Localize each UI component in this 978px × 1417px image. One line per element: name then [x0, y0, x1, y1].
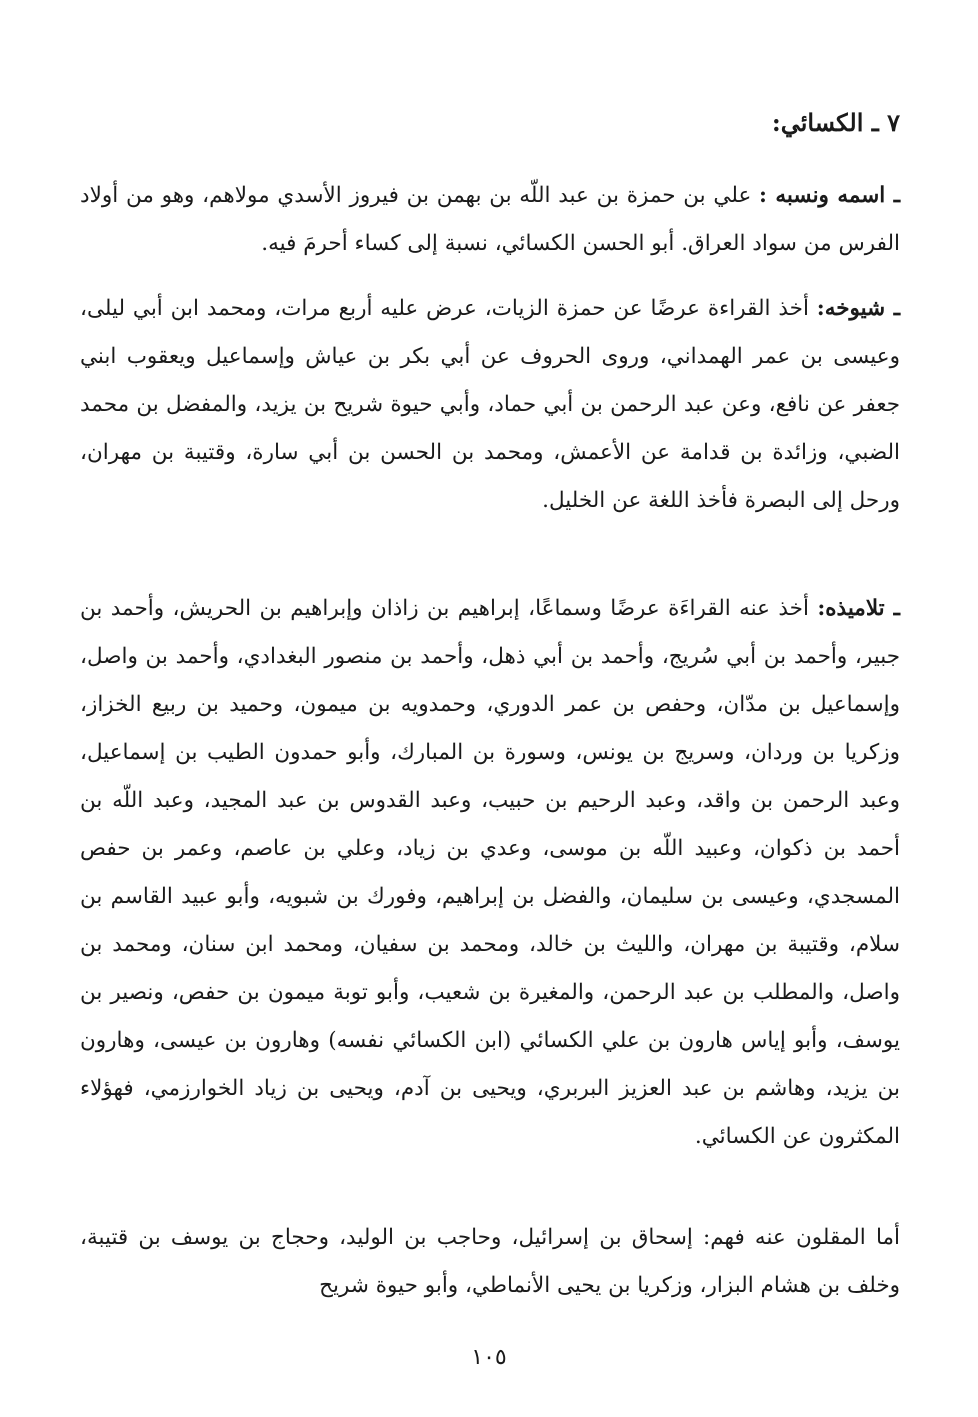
paragraph-lead-teachers: ـ شيوخه:	[816, 296, 900, 321]
paragraph-body-name: علي بن حمزة بن عبد اللّه بن بهمن بن فيروز الأسدي مولاهم، وهو من أولاد الفرس من سواد العراق. أبو الحسن الكسائي، نسبة إلى كساء أحرمَ فيه.	[80, 183, 900, 256]
paragraph-body-minor: أما المقلون عنه فهم: إسحاق بن إسرائيل، وحاجب بن الوليد، وحجاج بن يوسف بن قتيبة، وخلف بن هشام البزار، وزكريا بن يحيى الأنماطي، وأبو حيوة شريح	[80, 1225, 900, 1298]
paragraph-lead-students: ـ تلاميذه:	[817, 596, 900, 621]
paragraph-body-teachers: أخذ القراءة عرضًا عن حمزة الزيات، عرض عليه أربع مرات، ومحمد ابن أبي ليلى، وعيسى بن عمر الهمداني، وروى الحروف عن أبي بكر بن عياش وإسماعيل ويعقوب ابني جعفر عن نافع، وعن عبد الرحمن بن أبي حماد، وأبي حيوة شريح بن يزيد، والمفضل بن محمد الضبي، وزائدة بن قدامة عن الأعمش، ومحمد بن الحسن بن أبي سارة، وقتيبة بن مهران، ورحل إلى البصرة فأخذ اللغة عن الخليل.	[80, 296, 900, 513]
paragraph-name-lineage	[80, 172, 900, 268]
section-heading: ٧ ـ الكسائي:	[771, 108, 900, 137]
paragraph-minor-students	[80, 1214, 900, 1310]
paragraph-body-students: أخذ عنه القراءَة عرضًا وسماعًا، إبراهيم بن زاذان وإبراهيم بن الحريش، وأحمد بن جبير، وأحمد بن أبي سُريج، وأحمد بن أبي ذهل، وأحمد بن منصور البغدادي، وأحمد بن واصل، وإسماعيل بن مدّان، وحفص بن عمر الدوري، وحمدويه بن ميمون، وحميد بن ربيع الخزاز، وزكريا بن وردان، وسريج بن يونس، وسورة بن المبارك، وأبو حمدون الطيب بن إسماعيل، وعبد الرحمن بن واقد، وعبد الرحيم بن حبيب، وعبد القدوس بن عبد المجيد، وعبد اللّه بن أحمد بن ذكوان، وعبيد اللّه بن موسى، وعدي بن زياد، وعلي بن عاصم، وعمر بن حفص المسجدي، وعيسى بن سليمان، والفضل بن إبراهيم، وفورك بن شبويه، وأبو عبيد القاسم بن سلام، وقتيبة بن مهران، والليث بن خالد، ومحمد بن سفيان، ومحمد ابن سنان، ومحمد بن واصل، والمطلب بن عبد الرحمن، والمغيرة بن شعيب، وأبو توبة ميمون بن حفص، ونصير بن يوسف، وأبو إياس هارون بن علي الكسائي (ابن الكسائي نفسه) وهارون بن عيسى، وهارون بن يزيد، وهاشم بن عبد العزيز البربري، ويحيى بن آدم، ويحيى بن زياد الخوارزمي، فهؤلاء المكثرون عن الكسائي.	[80, 596, 900, 1149]
page-number: ١٠٥	[471, 1345, 507, 1370]
paragraph-students	[80, 585, 900, 1161]
paragraph-lead-name: ـ اسمه ونسبه :	[759, 183, 900, 208]
paragraph-teachers	[80, 285, 900, 525]
